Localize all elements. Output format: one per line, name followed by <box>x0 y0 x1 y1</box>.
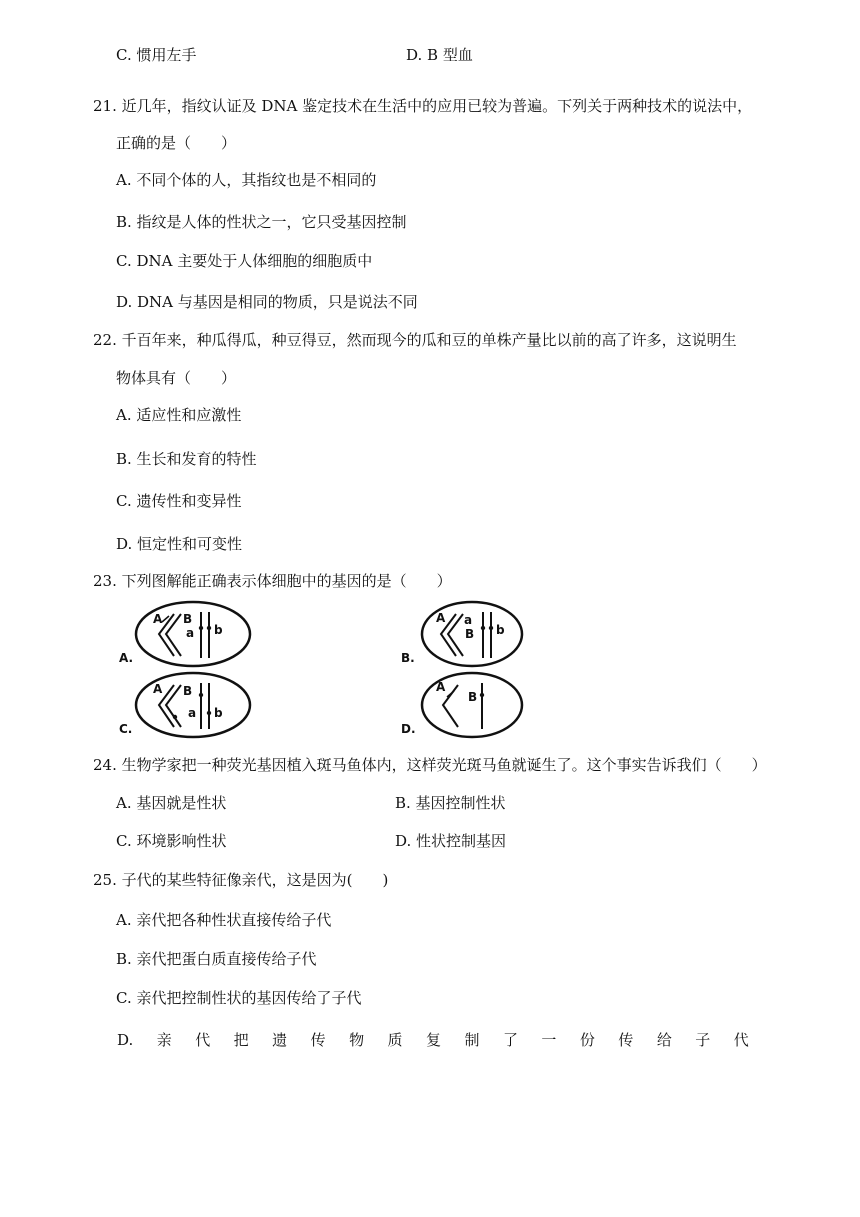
option-char: 份 <box>579 1031 595 1049</box>
cell-diagram-a <box>119 598 249 670</box>
option-char: 亲 <box>156 1031 172 1049</box>
q22-option-c: C. 遗传性和变异性 <box>116 492 242 510</box>
gene-label: B <box>468 690 478 704</box>
question-23-stem <box>93 571 452 591</box>
q24-option-c: C. 环境影响性状 <box>116 832 227 850</box>
q21-option-c: C. DNA 主要处于人体细胞的细胞质中 <box>116 252 373 270</box>
q20-option-d: D. B 型血 <box>406 46 473 64</box>
option-char: 给 <box>656 1031 672 1049</box>
question-text: 千百年来，种瓜得瓜，种豆得豆，然而现今的瓜和豆的单株产量比以前的高了许多，这说明生 <box>121 331 737 349</box>
q25-option-b: B. 亲代把蛋白质直接传给子代 <box>116 950 317 968</box>
question-22-stem <box>93 330 737 350</box>
figure-b <box>402 598 532 674</box>
option-char: 把 <box>233 1031 249 1049</box>
q21-option-d: D. DNA 与基因是相同的物质，只是说法不同 <box>116 293 418 311</box>
figure-a <box>119 598 249 674</box>
question-22-stem-cont: 物体具有（ ） <box>116 369 237 387</box>
question-number: 21. <box>93 97 117 115</box>
cell-diagram-b <box>402 598 532 670</box>
q22-option-b: B. 生长和发育的特性 <box>116 450 257 468</box>
gene-label: A <box>436 680 446 694</box>
question-number: 23. <box>93 572 117 590</box>
question-number: 22. <box>93 331 117 349</box>
question-number: 24. <box>93 756 117 774</box>
gene-label: A <box>153 682 163 696</box>
figure-d-label: D. <box>401 722 416 736</box>
question-text: 生物学家把一种荧光基因植入斑马鱼体内，这样荧光斑马鱼就诞生了。这个事实告诉我们（ ） <box>121 756 767 774</box>
q21-option-b: B. 指纹是人体的性状之一，它只受基因控制 <box>116 213 407 231</box>
option-char: 传 <box>310 1031 326 1049</box>
option-char: 质 <box>387 1031 403 1049</box>
cell-diagram-c <box>119 669 249 741</box>
gene-label: B <box>465 627 475 641</box>
option-char: 制 <box>464 1031 480 1049</box>
q24-option-b: B. 基因控制性状 <box>395 794 506 812</box>
option-char: 子 <box>695 1031 711 1049</box>
figure-c <box>119 669 249 745</box>
option-char: 代 <box>733 1031 749 1049</box>
question-24-stem <box>93 755 767 775</box>
option-char: 物 <box>349 1031 365 1049</box>
option-char: 一 <box>541 1031 557 1049</box>
gene-label: a <box>464 613 473 627</box>
q21-option-a: A. 不同个体的人，其指纹也是不相同的 <box>116 171 377 189</box>
q25-option-a: A. 亲代把各种性状直接传给子代 <box>116 911 332 929</box>
gene-label: A <box>153 612 163 626</box>
question-21-stem-cont: 正确的是（ ） <box>116 134 237 152</box>
figure-a-label: A. <box>119 651 134 665</box>
option-char: 代 <box>195 1031 211 1049</box>
gene-label: a <box>188 706 197 720</box>
gene-label: A <box>436 611 446 625</box>
figure-d <box>402 669 532 745</box>
q22-option-a: A. 适应性和应激性 <box>116 406 242 424</box>
q24-option-d: D. 性状控制基因 <box>395 832 507 850</box>
question-text: 下列图解能正确表示体细胞中的基因的是（ ） <box>121 572 452 590</box>
question-21-stem <box>93 96 752 116</box>
option-char: 遗 <box>272 1031 288 1049</box>
question-text: 子代的某些特征像亲代，这是因为( ) <box>121 871 389 889</box>
q22-option-d: D. 恒定性和可变性 <box>116 535 243 553</box>
question-25-stem <box>93 870 388 890</box>
question-number: 25. <box>93 871 117 889</box>
gene-label: a <box>186 626 195 640</box>
option-label: D. <box>117 1031 134 1049</box>
figure-b-label: B. <box>401 651 415 665</box>
figure-c-label: C. <box>119 722 133 736</box>
q24-option-a: A. 基因就是性状 <box>116 794 227 812</box>
q25-option-c: C. 亲代把控制性状的基因传给了子代 <box>116 989 362 1007</box>
option-char: 传 <box>618 1031 634 1049</box>
gene-label: B <box>183 684 193 698</box>
gene-label: b <box>214 623 223 637</box>
cell-diagram-d <box>402 669 532 741</box>
option-char: 复 <box>426 1031 442 1049</box>
option-char: 了 <box>502 1031 518 1049</box>
gene-label: b <box>214 706 223 720</box>
q25-option-d <box>117 1030 749 1050</box>
q20-option-c: C. 惯用左手 <box>116 46 197 64</box>
question-text: 近几年，指纹认证及 DNA 鉴定技术在生活中的应用已较为普遍。下列关于两种技术的说法中， <box>121 97 753 115</box>
gene-label: B <box>183 612 193 626</box>
gene-label: b <box>496 623 505 637</box>
